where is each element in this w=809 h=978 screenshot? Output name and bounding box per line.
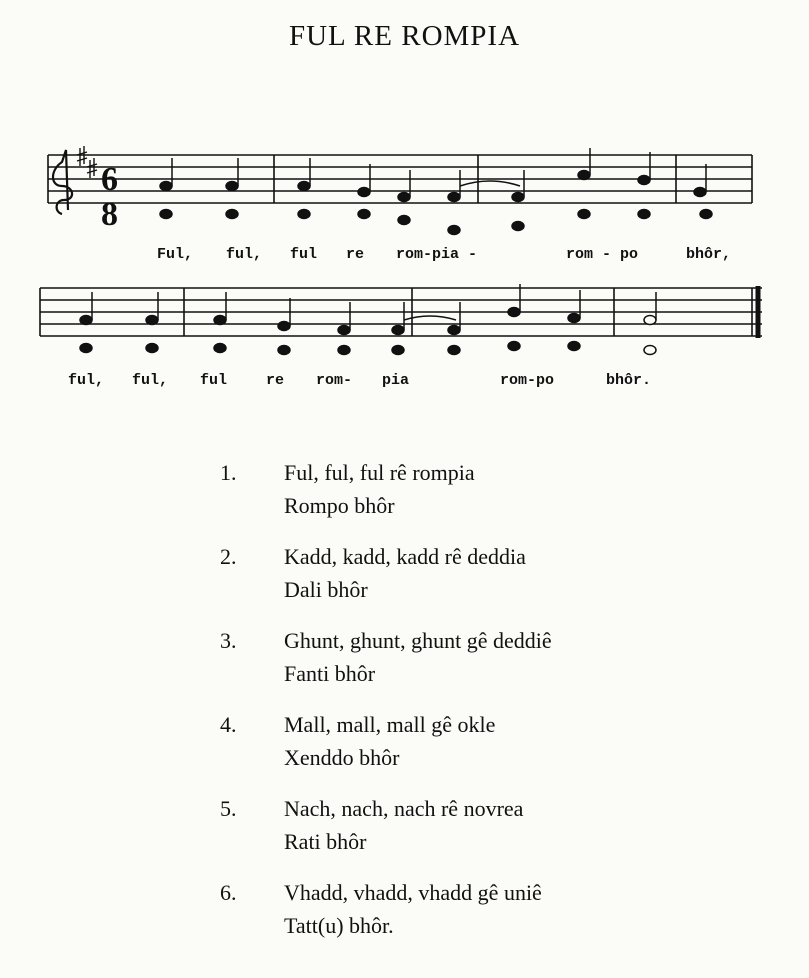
lyric-syllable: ful	[290, 246, 318, 263]
verse-line-1: Ful, ful, ful rê rompia	[284, 460, 475, 485]
verse-line-2: Dali bhôr	[284, 577, 368, 602]
verse-line-1: Kadd, kadd, kadd rê deddia	[284, 544, 526, 569]
verse-line-1: Ghunt, ghunt, ghunt gê deddiê	[284, 628, 552, 653]
key-signature-sharps-icon	[77, 146, 97, 178]
verse-number: 4.	[220, 712, 237, 737]
verse-line-2: Rompo bhôr	[284, 493, 395, 518]
music-score	[0, 0, 809, 420]
lyric-syllable: ful,	[226, 246, 263, 263]
verse-number: 5.	[220, 796, 237, 821]
verse-line-2: Fanti bhôr	[284, 661, 376, 686]
lyric-syllable: rom - po	[566, 246, 639, 263]
treble-clef-icon	[53, 150, 72, 214]
verse-number: 6.	[220, 880, 237, 905]
lyric-syllable: rom-pia -	[396, 246, 478, 263]
song-title: FUL RE ROMPIA	[288, 20, 521, 52]
verse-line-2: Rati bhôr	[284, 829, 367, 854]
time-signature-bottom: 8	[101, 196, 118, 233]
lyric-syllable: rom-	[316, 372, 353, 389]
verse-number: 3.	[220, 628, 237, 653]
verse-number: 2.	[220, 544, 237, 569]
verse-number: 1.	[220, 460, 237, 485]
verse-line-2: Tatt(u) bhôr.	[284, 913, 394, 938]
lyric-syllable: pia	[382, 372, 410, 389]
lyric-syllable: ful,	[68, 372, 105, 389]
lyric-syllable: bhôr,	[686, 246, 732, 263]
time-signature-top: 6	[101, 161, 118, 198]
lyric-syllable: Ful,	[157, 246, 194, 263]
verse-line-1: Vhadd, vhadd, vhadd gê uniê	[284, 880, 542, 905]
lyric-syllable: re	[346, 246, 365, 263]
lyric-syllable: bhôr.	[606, 372, 652, 389]
lyric-syllable: ful,	[132, 372, 169, 389]
verse-line-1: Nach, nach, nach rê novrea	[284, 796, 524, 821]
lyric-syllable: rom-po	[500, 372, 555, 389]
verse-line-1: Mall, mall, mall gê okle	[284, 712, 496, 737]
lyric-syllable: ful	[200, 372, 228, 389]
verse-line-2: Xenddo bhôr	[284, 745, 400, 770]
notes-system-2	[80, 284, 656, 355]
lyric-syllable: re	[266, 372, 285, 389]
